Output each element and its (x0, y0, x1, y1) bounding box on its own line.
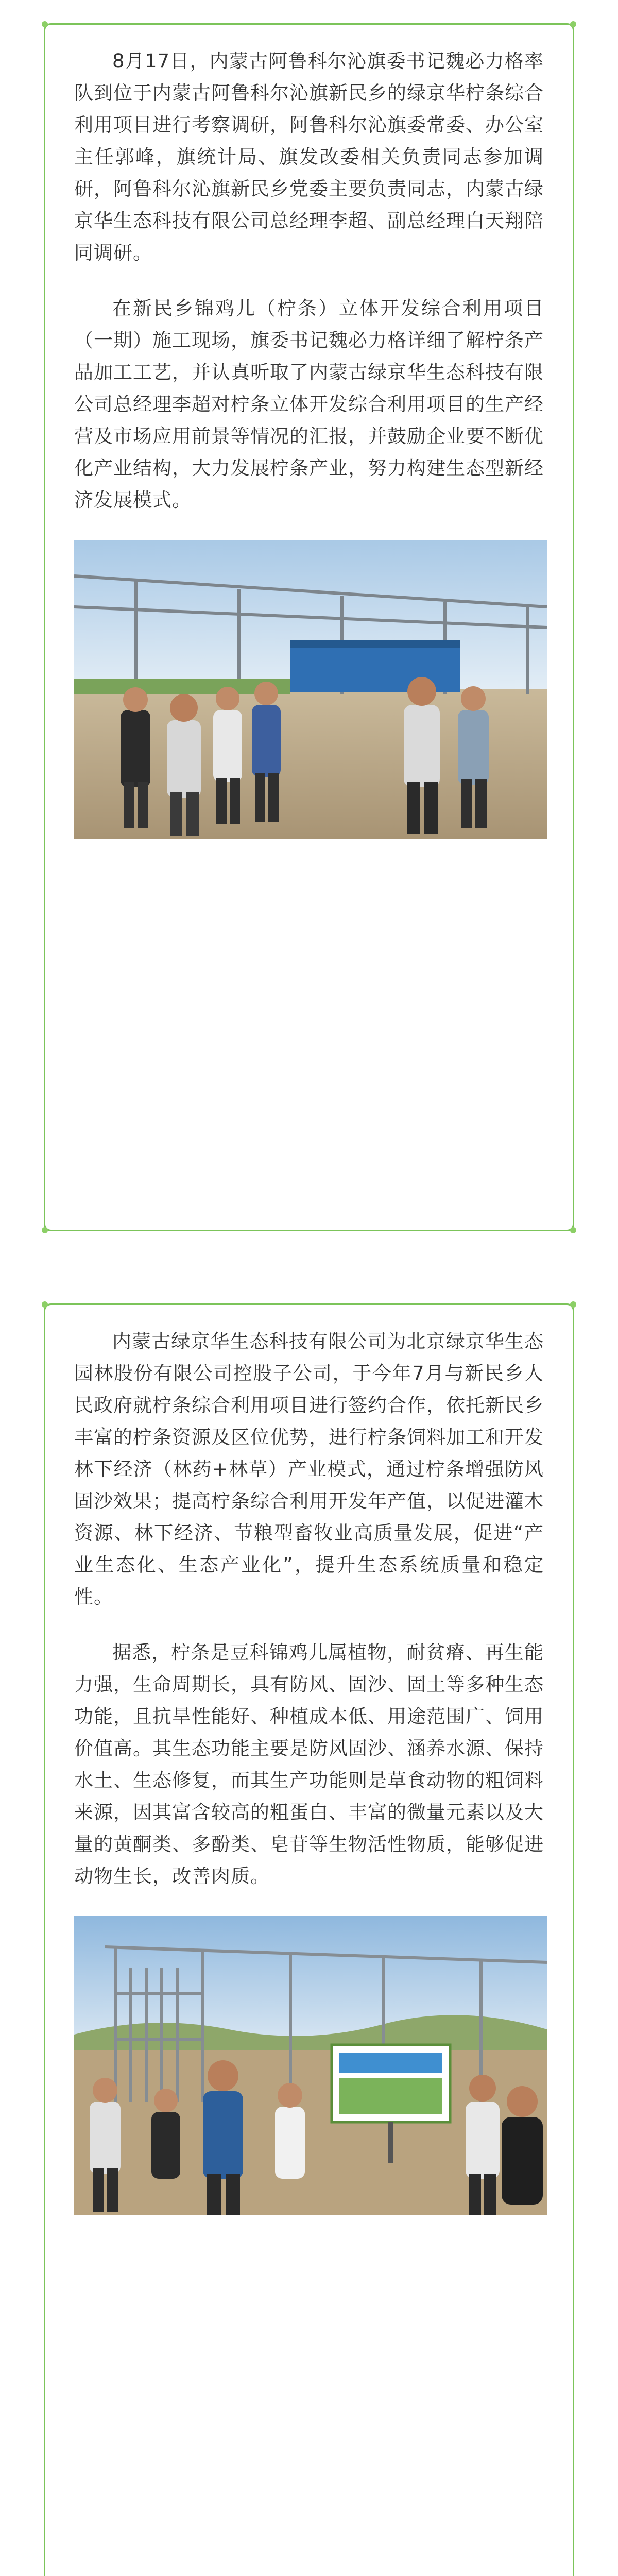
corner-dot (570, 1301, 576, 1308)
paragraph: 内蒙古绿京华生态科技有限公司为北京绿京华生态园林股份有限公司控股子公司，于今年7月与新民乡人民政府就柠条综合利用项目进行签约合作，依托新民乡丰富的柠条资源及区位优势，进行柠条饲料加工和开发林下经济（林药+林草）产业模式，通过柠条增强防风固沙效果；提高柠条综合利用开发年产值，以促进灌木资源、林下经济、节粮型畜牧业高质量发展，促进“产业生态化、生态产业化”，提升生态系统质量和稳定性。 (74, 1330, 544, 1608)
photo-illustration (74, 540, 547, 839)
corner-dot (42, 1227, 48, 1233)
corner-dot (42, 1301, 48, 1308)
photo-greenhouse-visit (74, 540, 547, 839)
corner-dot (42, 21, 48, 27)
photo-illustration (74, 1916, 547, 2215)
corner-dot (570, 1227, 576, 1233)
paragraph: 据悉，柠条是豆科锦鸡儿属植物，耐贫瘠、再生能力强，生命周期长，具有防风、固沙、固土等多种生态功能，且抗旱性能好、种植成本低、用途范围广、饲用价值高。其生态功能主要是防风固沙、涵养水源、保持水土、生态修复，而其生产功能则是草食动物的粗饲料来源，因其富含较高的粗蛋白、丰富的微量元素以及大量的黄酮类、多酚类、皂苷等生物活性物质，能够促进动物生长，改善肉质。 (74, 1641, 544, 1887)
photo-site-inspection (74, 1916, 547, 2215)
corner-dot (570, 21, 576, 27)
paragraph: 8月17日，内蒙古阿鲁科尔沁旗委书记魏必力格率队到位于内蒙古阿鲁科尔沁旗新民乡的绿京华柠条综合利用项目进行考察调研，阿鲁科尔沁旗委常委、办公室主任郭峰，旗统计局、旗发改委相关负责同志参加调研，阿鲁科尔沁旗新民乡党委主要负责同志，内蒙古绿京华生态科技有限公司总经理李超、副总经理白天翔陪同调研。 (74, 50, 544, 264)
article-card-2 (44, 1303, 574, 2576)
article-card-1 (44, 23, 574, 1231)
paragraph: 在新民乡锦鸡儿（柠条）立体开发综合利用项目（一期）施工现场，旗委书记魏必力格详细了解柠条产品加工工艺，并认真听取了内蒙古绿京华生态科技有限公司总经理李超对柠条立体开发综合利用项目的生产经营及市场应用前景等情况的汇报，并鼓励企业要不断优化产业结构，大力发展柠条产业，努力构建生态型新经济发展模式。 (74, 297, 544, 511)
